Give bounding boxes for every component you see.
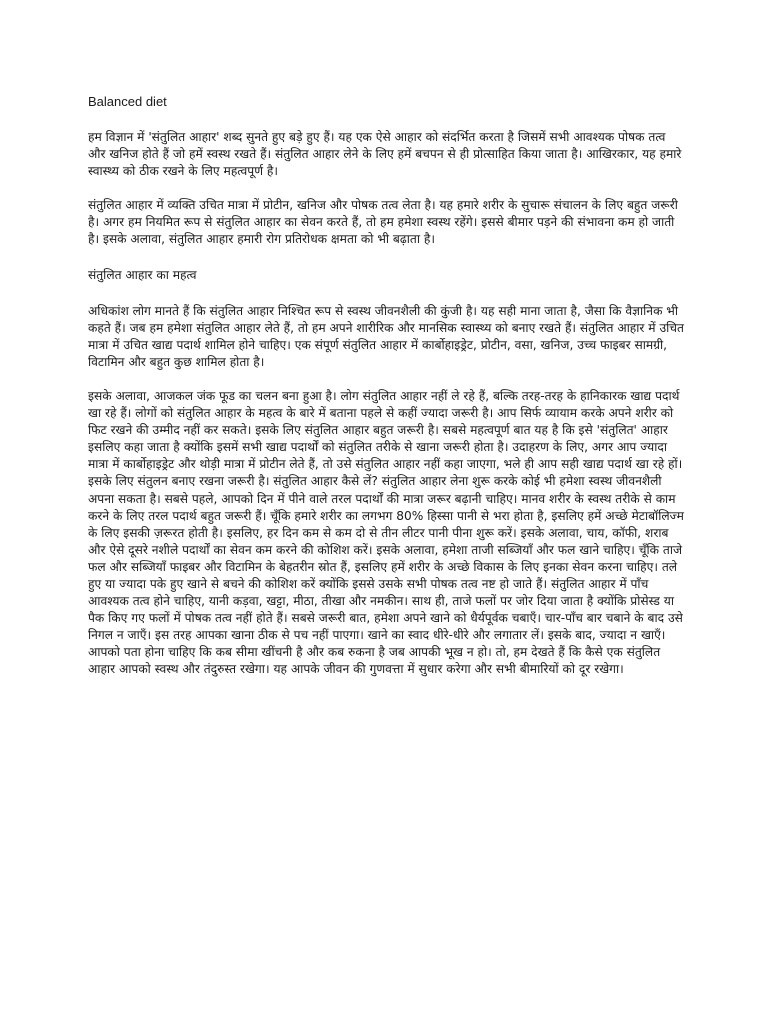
section-paragraph-2: इसके अलावा, आजकल जंक फूड का चलन बना हुआ है। लोग संतुलित आहार नहीं ले रहे हैं, बल्कि तरह-तरह के हानिकारक खाद्य पदार्थ खा रहे हैं। लोगों को संतुलित आहार के महत्व के बारे में बताना पहले से कहीं ज्यादा जरूरी है। आप सिर्फ व्यायाम करके अपने शरीर को फिट रखने की उम्मीद नहीं कर सकते। इसके लिए संतुलित आहार बहुत जरूरी है। सबसे महत्वपूर्ण बात यह है कि इसे 'संतुलित' आहार इसलिए कहा जाता है क्योंकि इसमें सभी खाद्य पदार्थों को संतुलित तरीके से खाना जरूरी होता है। उदाहरण के लिए, अगर आप ज्यादा मात्रा में कार्बोहाइड्रेट और थोड़ी मात्रा में प्रोटीन लेते हैं, तो उसे संतुलित आहार नहीं कहा जाएगा, भले ही आप सही खाद्य पदार्थ खा रहे हों। इसके लिए संतुलन बनाए रखना जरूरी है। संतुलित आहार कैसे लें? संतुलित आहार लेना शुरू करके कोई भी हमेशा स्वस्थ जीवनशैली अपना सकता है। सबसे पहले, आपको दिन में पीने वाले तरल पदार्थों की मात्रा जरूर बढ़ानी चाहिए। मानव शरीर के स्वस्थ तरीके से काम करने के लिए तरल पदार्थ बहुत जरूरी हैं। चूँकि हमारे शरीर का लगभग 80% हिस्सा पानी से भरा होता है, इसलिए हमें अच्छे मेटाबॉलिज्म के लिए इसकी ज़रूरत होती है। इसलिए, हर दिन कम से कम दो से तीन लीटर पानी पीना शुरू करें। इसके अलावा, चाय, कॉफी, शराब और ऐसे दूसरे नशीले पदार्थों का सेवन कम करने की कोशिश करें। इसके अलावा, हमेशा ताजी सब्जियाँ और फल खाने चाहिए। चूँकि ताजे फल और सब्जियाँ फाइबर और विटामिन के बेहतरीन स्रोत हैं, इसलिए हमें शरीर के अच्छे विकास के लिए इनका सेवन करना चाहिए। तले हुए या ज्यादा पके हुए खाने से बचने की कोशिश करें क्योंकि इससे उसके सभी पोषक तत्व नष्ट हो जाते हैं। संतुलित आहार में पाँच आवश्यक तत्व होने चाहिए, यानी कड़वा, खट्टा, मीठा, तीखा और नमकीन। साथ ही, ताजे फलों पर जोर दिया जाता है क्योंकि प्रोसेस्ड या पैक किए गए फलों में पोषक तत्व नहीं होते हैं। सबसे जरूरी बात, हमेशा अपने खाने को धैर्यपूर्वक चबाएँ। चार-पाँच बार चबाने के बाद उसे निगल न जाएँ। इस तरह आपका खाना ठीक से पच नहीं पाएगा। खाने का स्वाद धीरे-धीरे और लगातार लें। इसके बाद, ज्यादा न खाएँ। आपको पता होना चाहिए कि कब सीमा खींचनी है और कब रुकना है जब आपकी भूख न हो। तो, हम देखते हैं कि कैसे एक संतुलित आहार आपको स्वस्थ और तंदुरुस्त रखेगा। यह आपके जीवन की गुणवत्ता में सुधार करेगा और सभी बीमारियों को दूर रखेगा। bbox=[88, 388, 684, 677]
document-title: Balanced diet bbox=[88, 94, 167, 109]
document-page bbox=[88, 92, 684, 696]
intro-paragraph-1: हम विज्ञान में 'संतुलित आहार' शब्द सुनते हुए बड़े हुए हैं। यह एक ऐसे आहार को संदर्भित करता है जिसमें सभी आवश्यक पोषक तत्व और खनिज होते हैं जो हमें स्वस्थ रखते हैं। संतुलित आहार लेने के लिए हमें बचपन से ही प्रोत्साहित किया जाता है। आखिरकार, यह हमारे स्वास्थ्य को ठीक रखने के लिए महत्वपूर्ण है। bbox=[88, 130, 682, 179]
intro-paragraph-2: संतुलित आहार में व्यक्ति उचित मात्रा में प्रोटीन, खनिज और पोषक तत्व लेता है। यह हमारे शरीर के सुचारू संचालन के लिए बहुत जरूरी है। अगर हम नियमित रूप से संतुलित आहार का सेवन करते हैं, तो हम हमेशा स्वस्थ रहेंगे। इससे बीमार पड़ने की संभावना कम हो जाती है। इसके अलावा, संतुलित आहार हमारी रोग प्रतिरोधक क्षमता को भी बढ़ाता है। bbox=[88, 198, 678, 247]
section-heading: संतुलित आहार का महत्व bbox=[88, 267, 197, 282]
section-paragraph-1: अधिकांश लोग मानते हैं कि संतुलित आहार निश्चित रूप से स्वस्थ जीवनशैली की कुंजी है। यह सही माना जाता है, जैसा कि वैज्ञानिक भी कहते हैं। जब हम हमेशा संतुलित आहार लेते हैं, तो हम अपने शारीरिक और मानसिक स्वास्थ्य को बनाए रखते हैं। संतुलित आहार में उचित मात्रा में उचित खाद्य पदार्थ शामिल होने चाहिए। एक संपूर्ण संतुलित आहार में कार्बोहाइड्रेट, प्रोटीन, वसा, खनिज, उच्च फाइबर सामग्री, विटामिन और बहुत कुछ शामिल होता है। bbox=[88, 303, 684, 369]
